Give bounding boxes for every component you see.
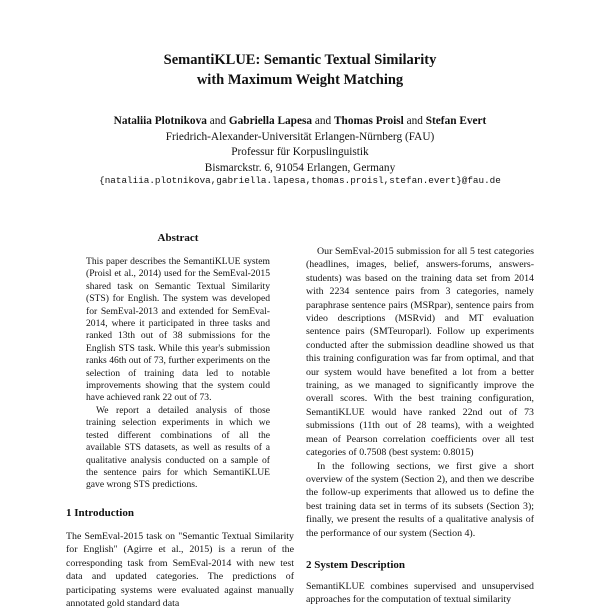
paper-title — [60, 50, 540, 90]
department: Professur für Korpuslinguistik — [231, 146, 369, 158]
author-sep-3: and — [406, 115, 423, 127]
author-sep-1: and — [209, 115, 227, 127]
right-paragraph-1: Our SemEval-2015 submission for all 5 test categories (headlines, images, belief, answers-forums, answers-students) was based on the training data set from 2014 with 2234 sentence pairs from 3 categories, namely paraphrase sentence pairs (MSRpar), sentence pairs from video descriptions (MSRvid) and MT evaluation sentence pairs (SMTeuroparl). Follow up experiments conducted after the submission deadline showed us that this training configuration was far from optimal, and that our system would have benefited a lot from a better training, as we managed to significantly improve the overall scores. With the best training configuration, SemantiKLUE would have ranked 22nd out of 73 submissions (11th out of 28 teams), with a weighted mean of Pearson correlation coefficients over all test categories of 0.7508 (best system: 0.8015) — [306, 246, 534, 459]
address: Bismarckstr. 6, 91054 Erlangen, Germany — [204, 161, 396, 174]
intro-paragraph: The SemEval-2015 task on "Semantic Textual Similarity for English" (Agirre et al., 2015) is a rerun of the corresponding task from SemEval-2014 with new test data and updated categories. The predictions of participating systems were evaluated against manually annotated gold standard data — [66, 531, 294, 610]
section-2-paragraph: SemantiKLUE combines supervised and unsupervised approaches for the computation of textual similarity — [306, 581, 534, 606]
abstract-body — [86, 256, 270, 492]
title-line-2: with Maximum Weight Matching — [196, 72, 404, 88]
title-line-1: SemantiKLUE: Semantic Textual Similarity — [163, 52, 437, 68]
abstract-paragraph-1: This paper describes the SemantiKLUE system (Proisl et al., 2014) used for the SemEval-2015 shared task on Semantic Textual Similarity (STS) for English. The system was developed for SemEval-2013 and extended for SemEval-2014, where it participated in three tasks and ranked 13th out of 38 submissions for the English STS task. While this year's submission ranks 46th out of 73, further experiments on the selection of training data led to notable improvements showing that the system could have achieved rank 22 out of 73. — [86, 256, 270, 404]
intro-body — [66, 530, 294, 610]
author-sep-2: and — [314, 115, 332, 127]
author-2: Gabriella Lapesa — [228, 115, 313, 127]
author-names — [40, 114, 560, 130]
right-column-body — [306, 245, 534, 540]
abstract-heading: Abstract — [157, 232, 199, 244]
right-paragraph-2: In the following sections, we first give a short overview of the system (Section 2), and then we describe the follow-up experiments that allowed us to define the best training data set in terms of its subsets (Section 3); finally, we present the results of a qualitative analysis of the performance of our system (Section 4). — [306, 460, 534, 539]
section-1-heading: 1 Introduction — [66, 507, 134, 519]
section-2-body — [306, 580, 534, 606]
author-3: Thomas Proisl — [334, 115, 404, 127]
section-2-heading: 2 System Description — [306, 559, 405, 571]
author-block — [40, 114, 560, 176]
author-1: Nataliia Plotnikova — [113, 115, 207, 127]
abstract-paragraph-2: We report a detailed analysis of those training selection experiments in which we tested different combinations of all the available STS datasets, as well as results of a qualitative analysis conducted on a sample of the sentence pairs for which SemantiKLUE gave wrong STS predictions. — [86, 404, 270, 491]
author-4: Stefan Evert — [425, 115, 487, 127]
affiliation: Friedrich-Alexander-Universität Erlangen-Nürnberg (FAU) — [165, 130, 435, 143]
author-emails: {nataliia.plotnikova,gabriella.lapesa,thomas.proisl,stefan.evert}@fau.de — [99, 175, 501, 186]
